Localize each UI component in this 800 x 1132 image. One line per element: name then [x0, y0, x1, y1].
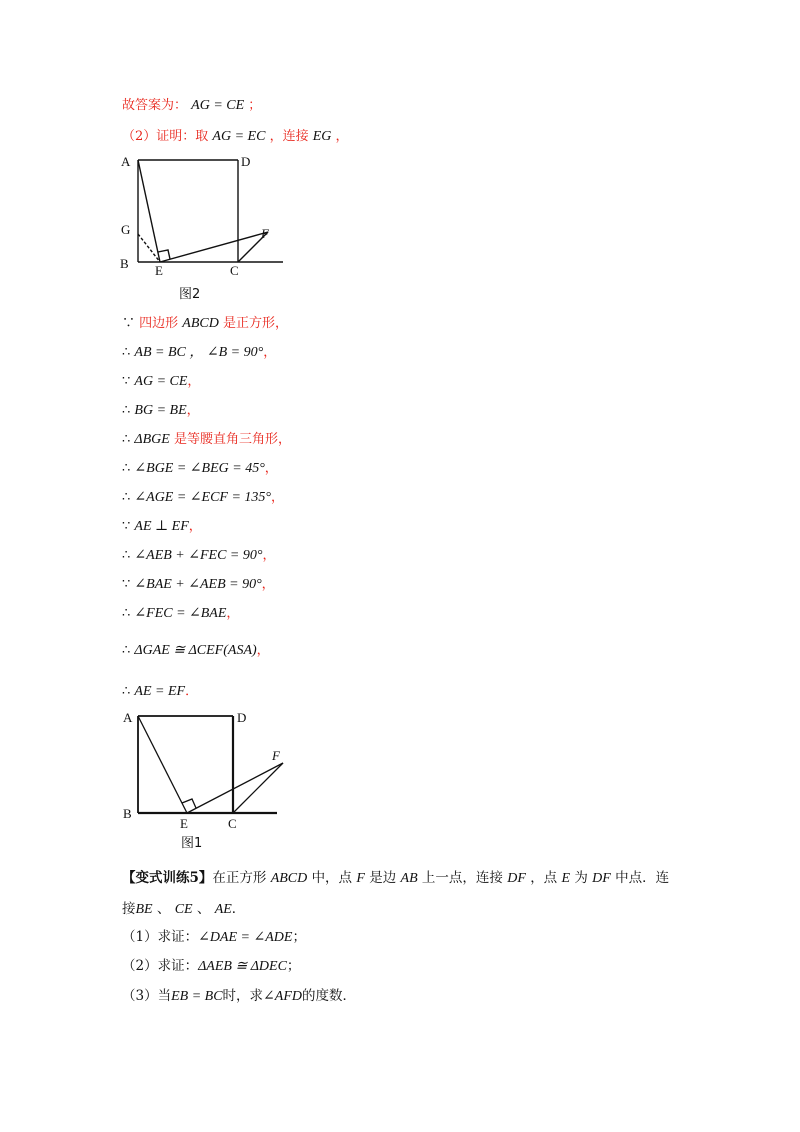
fig2-label-f: F	[261, 226, 269, 241]
exercise-math: AB	[400, 871, 418, 886]
step-math: BG = BE	[134, 403, 187, 418]
exercise-math: F	[356, 871, 365, 886]
step-math: ∠AEB + ∠FEC = 90°	[134, 548, 263, 563]
step-text: ，	[226, 606, 240, 621]
fig2-label-g: G	[121, 222, 131, 237]
proof-step	[122, 489, 284, 507]
fig1-segment-ae	[138, 716, 187, 813]
proof-step	[122, 431, 291, 449]
fig1-segment-ef	[187, 763, 283, 813]
exercise-text: （1）求证：	[122, 929, 199, 945]
answer-suffix: ；	[248, 98, 262, 113]
fig1-label-a: A	[123, 710, 133, 725]
step-text: 是等腰直角三角形，	[169, 432, 291, 447]
step-prefix: ∴	[122, 461, 135, 476]
fig1-caption: 图1	[181, 836, 203, 851]
proof-step	[122, 373, 200, 391]
proof-step	[122, 460, 278, 478]
fig1-label-c: C	[228, 816, 237, 831]
step-text: ，	[263, 345, 277, 360]
fig2-label-e: E	[155, 263, 163, 278]
proof-prefix: （2）证明：取	[122, 129, 209, 144]
step-prefix: ∴	[122, 684, 135, 699]
step-math: AB = BC ， ∠B = 90°	[134, 345, 264, 360]
proof-step	[122, 518, 202, 536]
fig2-right-angle-mark	[158, 250, 170, 259]
exercise-math: EB = BC	[171, 989, 223, 1004]
exercise-text: （3）当	[122, 988, 172, 1004]
exercise-math: ∠DAE = ∠ADE	[198, 930, 293, 945]
proof-math-2: EG	[312, 129, 332, 144]
exercise-text: ；	[292, 929, 306, 945]
proof-step	[122, 642, 270, 660]
exercise-text: ．	[231, 901, 246, 917]
step-text: ，	[256, 643, 270, 658]
exercise-text: 上一点，连接	[421, 870, 503, 886]
exercise-question-1	[122, 928, 306, 947]
step-prefix: ∵	[122, 316, 140, 331]
step-text: ，	[262, 548, 276, 563]
step-text: 四边形	[139, 316, 183, 331]
proof-mid: ，连接	[269, 129, 309, 144]
step-prefix: ∴	[122, 606, 135, 621]
exercise-math: E	[561, 871, 571, 886]
proof-step	[122, 547, 275, 565]
exercise-question-3	[122, 987, 356, 1006]
step-text: ，	[187, 374, 201, 389]
exercise-math: BE	[135, 902, 153, 917]
proof-suffix: ，	[335, 129, 349, 144]
fig2-caption: 图2	[179, 287, 201, 302]
fig1-label-b: B	[123, 806, 132, 821]
fig2-segment-ae	[138, 160, 160, 262]
fig2-label-c: C	[230, 263, 239, 278]
step-prefix: ∵	[122, 577, 135, 592]
exercise-text: 是边	[369, 870, 397, 886]
proof-step	[122, 402, 200, 420]
exercise-text: （2）求证：	[122, 958, 199, 974]
exercise-text: 的度数．	[302, 988, 356, 1004]
exercise-text: ，点	[530, 870, 558, 886]
exercise-math: DF	[592, 871, 611, 886]
exercise-text: 时，求	[222, 988, 264, 1004]
step-math: ∠BGE = ∠BEG = 45°	[134, 461, 265, 476]
step-text: ．	[185, 684, 199, 699]
exercise-title: 【变式训练5】	[122, 870, 213, 886]
exercise-text: 接	[122, 901, 136, 917]
exercise-math: AE	[214, 902, 232, 917]
step-text: ，	[264, 461, 278, 476]
exercise-math: ∠AFD	[263, 989, 302, 1004]
step-math: ∠FEC = ∠BAE	[134, 606, 227, 621]
step-text: ，	[188, 519, 202, 534]
step-math: ABCD	[182, 316, 219, 331]
step-prefix: ∵	[122, 374, 135, 389]
fig1-right-angle-mark	[182, 799, 196, 808]
proof-step	[122, 683, 198, 701]
step-prefix: ∴	[122, 548, 135, 563]
proof-step	[122, 605, 239, 623]
fig1-label-d: D	[237, 710, 247, 725]
fig1-segment-cf	[233, 763, 283, 813]
answer-line	[122, 97, 261, 115]
exercise-text: 、	[196, 901, 211, 917]
step-math: ΔGAE ≅ ΔCEF(ASA)	[134, 643, 257, 658]
exercise-text: 为	[574, 870, 588, 886]
step-text: ，	[261, 577, 275, 592]
step-text: 是正方形，	[218, 316, 288, 331]
step-math: ∠AGE = ∠ECF = 135°	[134, 490, 272, 505]
exercise-math: ΔAEB ≅ ΔDEC	[198, 959, 287, 974]
proof-step	[122, 576, 275, 594]
exercise-text: 在正方形	[212, 870, 267, 886]
exercise-math: CE	[174, 902, 193, 917]
fig2-segment-ef	[160, 232, 268, 262]
answer-prefix: 故答案为：	[122, 98, 188, 113]
exercise-math: DF	[507, 871, 526, 886]
step-prefix: ∴	[122, 432, 135, 447]
fig2-label-d: D	[241, 154, 251, 169]
exercise-text: 中点．连	[615, 870, 670, 886]
exercise-text: 中，点	[311, 870, 353, 886]
step-prefix: ∵	[122, 519, 135, 534]
fig1-label-e: E	[180, 816, 188, 831]
fig2-label-a: A	[121, 154, 131, 169]
step-prefix: ∴	[122, 490, 135, 505]
step-math: AE = EF	[134, 684, 186, 699]
fig2-segment-cf	[238, 232, 268, 262]
proof-math-1: AG = EC	[212, 129, 266, 144]
exercise-line-1	[122, 869, 669, 888]
exercise-text: ；	[286, 958, 301, 974]
step-prefix: ∴	[122, 403, 135, 418]
proof-intro-line	[122, 128, 349, 146]
step-prefix: ∴	[122, 643, 135, 658]
step-math: AG = CE	[134, 374, 188, 389]
proof-step	[122, 344, 276, 362]
exercise-line-2	[122, 900, 245, 919]
answer-math: AG = CE	[191, 98, 245, 113]
step-prefix: ∴	[122, 345, 135, 360]
fig2-label-b: B	[120, 256, 129, 271]
step-math: ∠BAE + ∠AEB = 90°	[134, 577, 262, 592]
proof-step	[122, 315, 288, 333]
exercise-question-2	[122, 957, 300, 976]
step-text: ，	[186, 403, 200, 418]
fig2-segment-ge-dashed	[138, 234, 160, 262]
step-math: AE ⊥ EF	[134, 519, 189, 534]
exercise-math: ABCD	[270, 871, 308, 886]
fig1-label-f: F	[272, 748, 280, 763]
exercise-text: 、	[156, 901, 171, 917]
step-math: ΔBGE	[134, 432, 170, 447]
step-text: ，	[271, 490, 285, 505]
